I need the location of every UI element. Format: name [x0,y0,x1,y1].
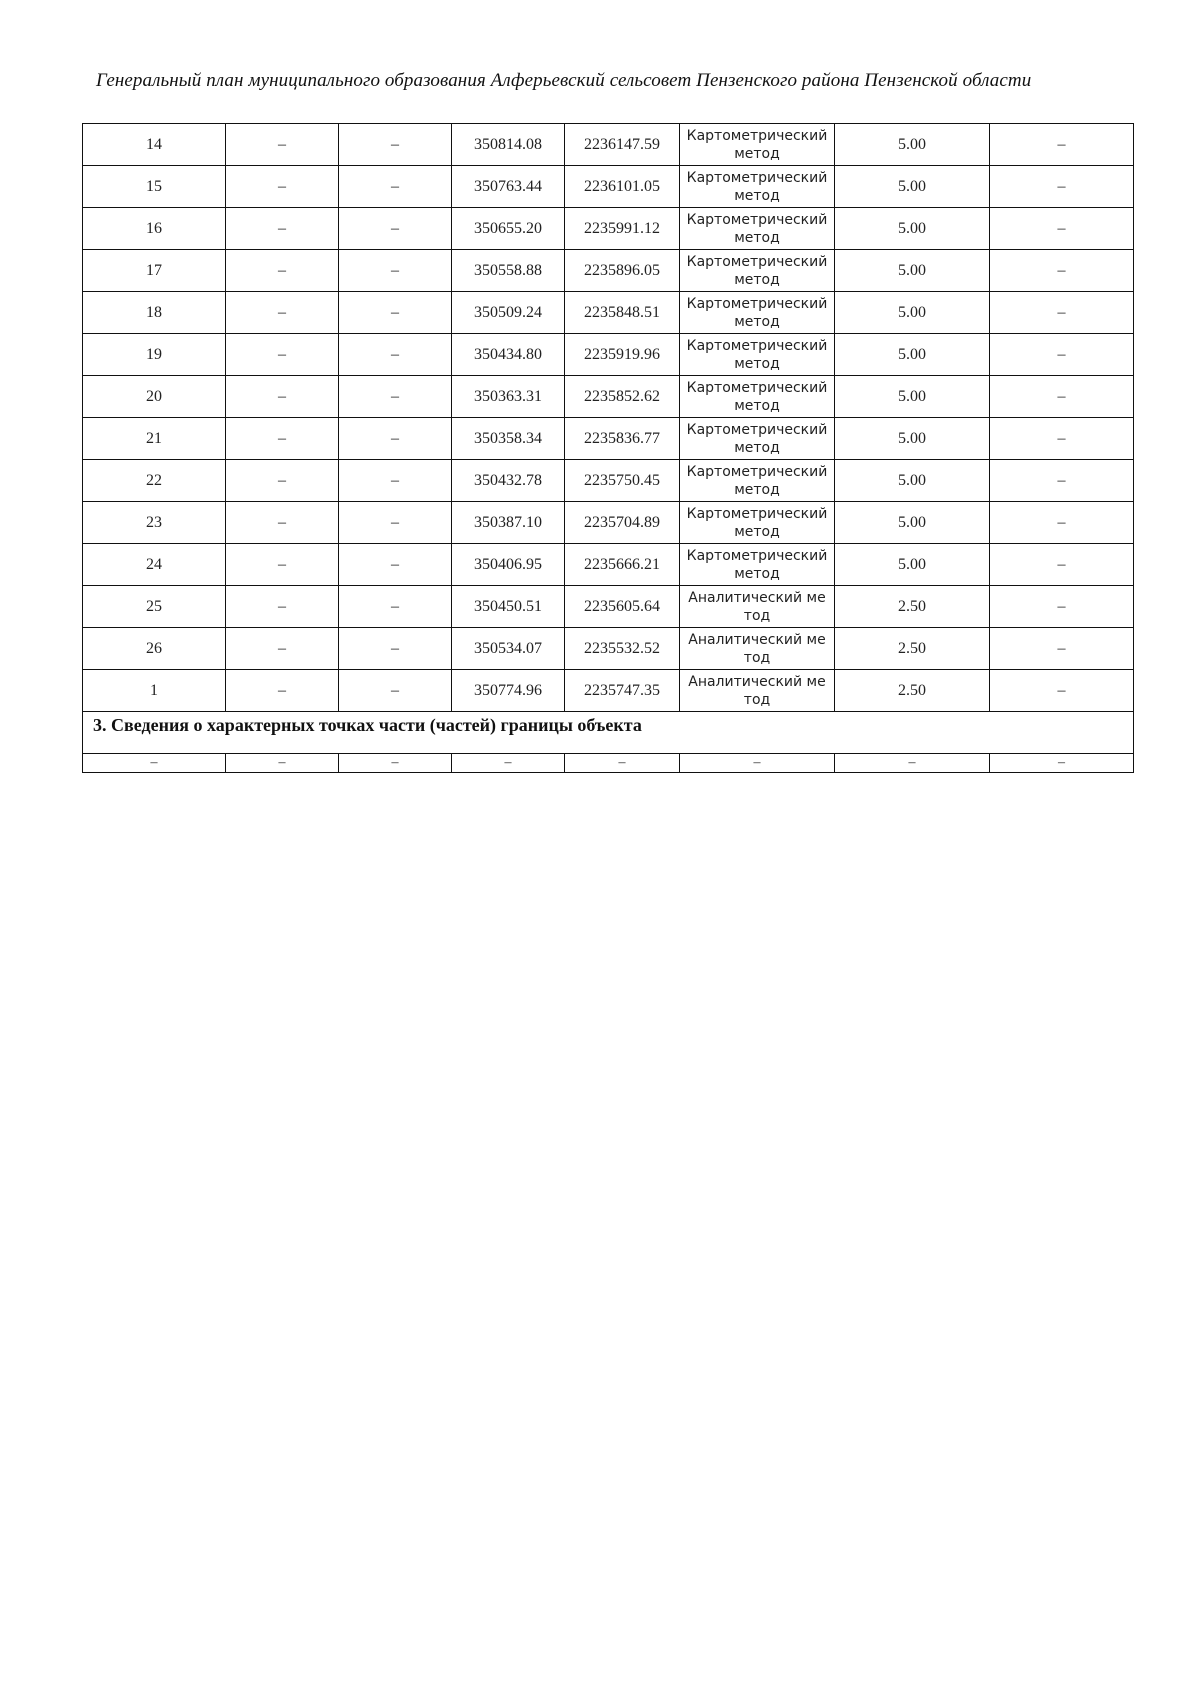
cell-col8: – [990,544,1134,586]
method-cell: Картометрический метод [680,124,835,166]
method-cell: Аналитический метод [680,670,835,712]
method-cell: Аналитический метод [680,586,835,628]
cell-col2: – [226,250,339,292]
cell-col3: – [339,418,452,460]
x-coordinate-cell: 350387.10 [452,502,565,544]
accuracy-cell: 5.00 [835,292,990,334]
empty-cell: – [83,754,226,773]
y-coordinate-cell: 2235836.77 [565,418,680,460]
accuracy-cell: 5.00 [835,208,990,250]
cell-col3: – [339,124,452,166]
y-coordinate-cell: 2235747.35 [565,670,680,712]
y-coordinate-cell: 2235896.05 [565,250,680,292]
x-coordinate-cell: 350434.80 [452,334,565,376]
table-row [83,628,1134,670]
cell-col3: – [339,208,452,250]
point-number-cell: 24 [83,544,226,586]
cell-col2: – [226,502,339,544]
cell-col8: – [990,376,1134,418]
cell-col2: – [226,376,339,418]
cell-col8: – [990,628,1134,670]
cell-col2: – [226,628,339,670]
table-body [83,124,1134,773]
accuracy-cell: 5.00 [835,166,990,208]
cell-col3: – [339,544,452,586]
section-3-row [83,712,1134,754]
method-cell: Картометрический метод [680,418,835,460]
y-coordinate-cell: 2236101.05 [565,166,680,208]
y-coordinate-cell: 2235666.21 [565,544,680,586]
cell-col8: – [990,292,1134,334]
empty-cell: – [339,754,452,773]
accuracy-cell: 5.00 [835,544,990,586]
cell-col3: – [339,670,452,712]
point-number-cell: 14 [83,124,226,166]
accuracy-cell: 5.00 [835,460,990,502]
cell-col3: – [339,292,452,334]
point-number-cell: 26 [83,628,226,670]
x-coordinate-cell: 350358.34 [452,418,565,460]
empty-cell: – [835,754,990,773]
x-coordinate-cell: 350774.96 [452,670,565,712]
cell-col3: – [339,460,452,502]
method-cell: Картометрический метод [680,292,835,334]
cell-col3: – [339,250,452,292]
cell-col8: – [990,250,1134,292]
point-number-cell: 20 [83,376,226,418]
table-row [83,544,1134,586]
method-cell: Картометрический метод [680,376,835,418]
cell-col8: – [990,502,1134,544]
empty-cell: – [565,754,680,773]
method-cell: Картометрический метод [680,250,835,292]
table-row [83,670,1134,712]
method-cell: Картометрический метод [680,208,835,250]
table-row [83,250,1134,292]
cell-col8: – [990,460,1134,502]
cell-col8: – [990,670,1134,712]
x-coordinate-cell: 350406.95 [452,544,565,586]
table-row [83,376,1134,418]
point-number-cell: 22 [83,460,226,502]
method-cell: Картометрический метод [680,460,835,502]
y-coordinate-cell: 2235750.45 [565,460,680,502]
accuracy-cell: 5.00 [835,250,990,292]
point-number-cell: 18 [83,292,226,334]
accuracy-cell: 5.00 [835,502,990,544]
y-coordinate-cell: 2236147.59 [565,124,680,166]
cell-col3: – [339,334,452,376]
accuracy-cell: 5.00 [835,124,990,166]
empty-cell: – [680,754,835,773]
table-row [83,502,1134,544]
method-cell: Картометрический метод [680,502,835,544]
empty-cell: – [990,754,1134,773]
point-number-cell: 1 [83,670,226,712]
accuracy-cell: 2.50 [835,628,990,670]
y-coordinate-cell: 2235852.62 [565,376,680,418]
cell-col2: – [226,208,339,250]
accuracy-cell: 2.50 [835,586,990,628]
accuracy-cell: 5.00 [835,418,990,460]
accuracy-cell: 5.00 [835,334,990,376]
accuracy-cell: 5.00 [835,376,990,418]
cell-col2: – [226,586,339,628]
cell-col8: – [990,418,1134,460]
x-coordinate-cell: 350814.08 [452,124,565,166]
table-row [83,166,1134,208]
point-number-cell: 17 [83,250,226,292]
cell-col2: – [226,334,339,376]
point-number-cell: 15 [83,166,226,208]
cell-col3: – [339,502,452,544]
cell-col3: – [339,166,452,208]
cell-col2: – [226,124,339,166]
cell-col8: – [990,208,1134,250]
cell-col3: – [339,376,452,418]
method-cell: Картометрический метод [680,334,835,376]
x-coordinate-cell: 350509.24 [452,292,565,334]
cell-col8: – [990,334,1134,376]
cell-col3: – [339,628,452,670]
table-row [83,124,1134,166]
section-3-title: 3. Сведения о характерных точках части (частей) границы объекта [83,712,1134,754]
x-coordinate-cell: 350432.78 [452,460,565,502]
table-row [83,460,1134,502]
y-coordinate-cell: 2235919.96 [565,334,680,376]
cell-col2: – [226,460,339,502]
table-row [83,208,1134,250]
x-coordinate-cell: 350558.88 [452,250,565,292]
y-coordinate-cell: 2235605.64 [565,586,680,628]
cell-col2: – [226,670,339,712]
x-coordinate-cell: 350655.20 [452,208,565,250]
y-coordinate-cell: 2235848.51 [565,292,680,334]
y-coordinate-cell: 2235704.89 [565,502,680,544]
table-row [83,334,1134,376]
cell-col2: – [226,166,339,208]
point-number-cell: 25 [83,586,226,628]
point-number-cell: 16 [83,208,226,250]
table-row [83,292,1134,334]
x-coordinate-cell: 350534.07 [452,628,565,670]
section-3-empty-row [83,754,1134,773]
table-row [83,586,1134,628]
method-cell: Аналитический метод [680,628,835,670]
table-row [83,418,1134,460]
point-number-cell: 19 [83,334,226,376]
cell-col3: – [339,586,452,628]
accuracy-cell: 2.50 [835,670,990,712]
cell-col2: – [226,418,339,460]
point-number-cell: 23 [83,502,226,544]
cell-col8: – [990,586,1134,628]
cell-col2: – [226,292,339,334]
method-cell: Картометрический метод [680,544,835,586]
cell-col2: – [226,544,339,586]
coordinates-table [82,123,1134,773]
x-coordinate-cell: 350763.44 [452,166,565,208]
page-header: Генеральный план муниципального образования Алферьевский сельсовет Пензенского района Пензенской области [96,70,1032,91]
empty-cell: – [226,754,339,773]
cell-col8: – [990,124,1134,166]
x-coordinate-cell: 350363.31 [452,376,565,418]
cell-col8: – [990,166,1134,208]
method-cell: Картометрический метод [680,166,835,208]
point-number-cell: 21 [83,418,226,460]
y-coordinate-cell: 2235532.52 [565,628,680,670]
x-coordinate-cell: 350450.51 [452,586,565,628]
empty-cell: – [452,754,565,773]
y-coordinate-cell: 2235991.12 [565,208,680,250]
